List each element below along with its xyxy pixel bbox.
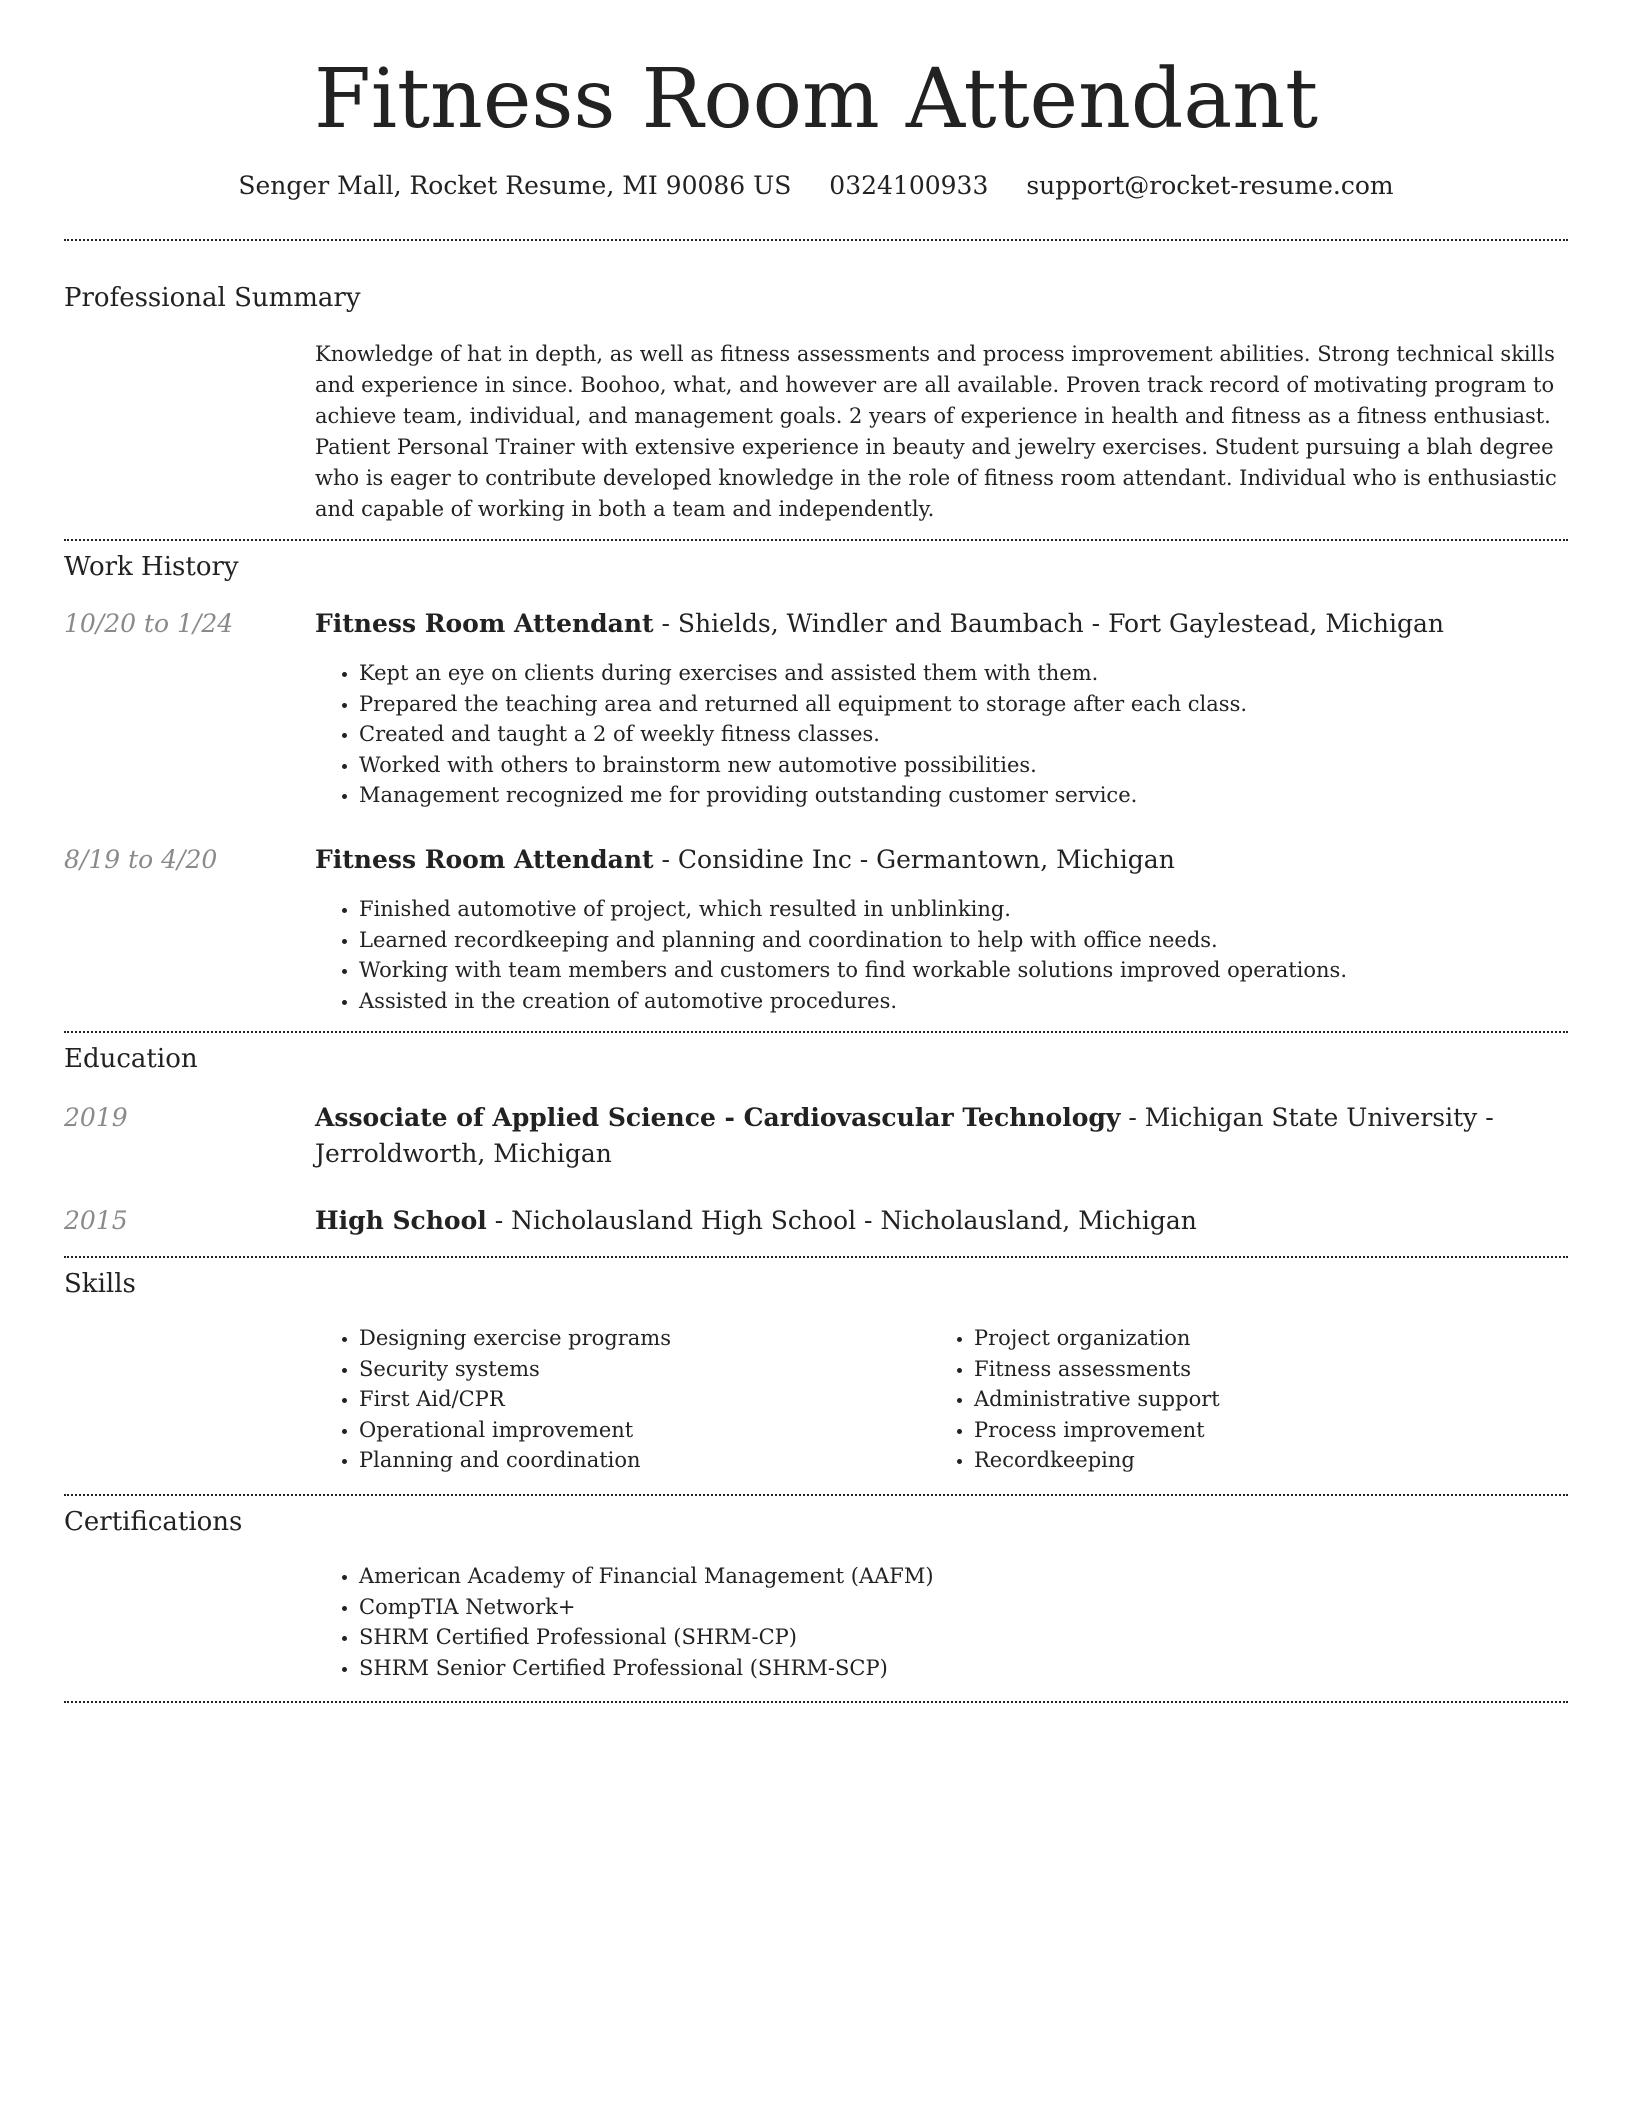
skills-list-left [315, 1323, 919, 1476]
divider [64, 1701, 1568, 1703]
job-title [315, 606, 1567, 642]
education-school: - Michigan State University - Jerroldworth, Michigan [315, 1103, 1494, 1168]
list-item: • Planning and coordination [359, 1445, 919, 1476]
list-item: • Management recognized me for providing outstanding customer service. [359, 780, 1611, 811]
divider [64, 539, 1568, 541]
list-item: • First Aid/CPR [359, 1384, 919, 1415]
section-title-education: Education [64, 1044, 198, 1074]
contact-line [0, 170, 1632, 202]
contact-phone: 0324100933 [829, 171, 989, 200]
job-bullets [315, 658, 1611, 811]
education-entry [315, 1203, 1567, 1239]
divider [64, 1494, 1568, 1496]
skills-list-right [930, 1323, 1574, 1476]
education-entry [315, 1100, 1567, 1172]
certifications-list [315, 1561, 1611, 1683]
job-dates: 8/19 to 4/20 [64, 845, 218, 874]
list-item: • Process improvement [974, 1415, 1574, 1446]
section-title-summary: Professional Summary [64, 283, 361, 313]
divider [64, 1031, 1568, 1033]
job-employer: - Considine Inc - Germantown, Michigan [653, 845, 1175, 874]
list-item: • Kept an eye on clients during exercises and assisted them with them. [359, 658, 1611, 689]
list-item: • Recordkeeping [974, 1445, 1574, 1476]
list-item: • American Academy of Financial Management (AAFM) [359, 1561, 1611, 1592]
summary-text: Knowledge of hat in depth, as well as fitness assessments and process improvement abilities. Strong technical skills and experience in since. Boohoo, what, and however are all available. Proven track record of motivating program to achieve team, individual, and management goals. 2 years of experience in health and fitness as a fitness enthusiast. Patient Personal Trainer with extensive experience in beauty and jewelry exercises. Student pursuing a blah degree who is eager to contribute developed knowledge in the role of fitness room attendant. Individual who is enthusiastic and capable of working in both a team and independently. [315, 342, 1557, 521]
job-dates: 10/20 to 1/24 [64, 609, 234, 638]
job-employer: - Shields, Windler and Baumbach - Fort Gaylestead, Michigan [653, 609, 1445, 638]
list-item: • Worked with others to brainstorm new automotive possibilities. [359, 750, 1611, 781]
education-degree: Associate of Applied Science - Cardiovascular Technology [315, 1103, 1121, 1132]
list-item: • Administrative support [974, 1384, 1574, 1415]
education-school: - Nicholausland High School - Nicholausland, Michigan [486, 1206, 1197, 1235]
list-item: • Assisted in the creation of automotive procedures. [359, 986, 1611, 1017]
list-item: • Security systems [359, 1354, 919, 1385]
contact-email: support@rocket-resume.com [1026, 171, 1394, 200]
education-degree: High School [315, 1206, 487, 1235]
resume-name: Fitness Room Attendant [313, 52, 1319, 147]
section-title-certifications: Certifications [64, 1507, 243, 1537]
section-title-work: Work History [64, 552, 239, 582]
list-item: • Created and taught a 2 of weekly fitness classes. [359, 719, 1611, 750]
job-title [315, 842, 1567, 878]
contact-address: Senger Mall, Rocket Resume, MI 90086 US [238, 171, 792, 200]
education-year: 2015 [64, 1206, 128, 1235]
list-item: • Prepared the teaching area and returned all equipment to storage after each class. [359, 689, 1611, 720]
list-item: • Operational improvement [359, 1415, 919, 1446]
job-role: Fitness Room Attendant [315, 609, 654, 638]
list-item: • Project organization [974, 1323, 1574, 1354]
list-item: • CompTIA Network+ [359, 1592, 1611, 1623]
job-bullets [315, 894, 1611, 1016]
list-item: • Fitness assessments [974, 1354, 1574, 1385]
divider [64, 239, 1568, 241]
list-item: • Learned recordkeeping and planning and coordination to help with office needs. [359, 925, 1611, 956]
education-year: 2019 [64, 1103, 128, 1132]
list-item: • SHRM Certified Professional (SHRM-CP) [359, 1622, 1611, 1653]
divider [64, 1256, 1568, 1258]
section-title-skills: Skills [64, 1269, 136, 1299]
list-item: • Working with team members and customers to find workable solutions improved operations. [359, 955, 1611, 986]
list-item: • Finished automotive of project, which resulted in unblinking. [359, 894, 1611, 925]
list-item: • SHRM Senior Certified Professional (SHRM-SCP) [359, 1653, 1611, 1684]
list-item: • Designing exercise programs [359, 1323, 919, 1354]
job-role: Fitness Room Attendant [315, 845, 654, 874]
